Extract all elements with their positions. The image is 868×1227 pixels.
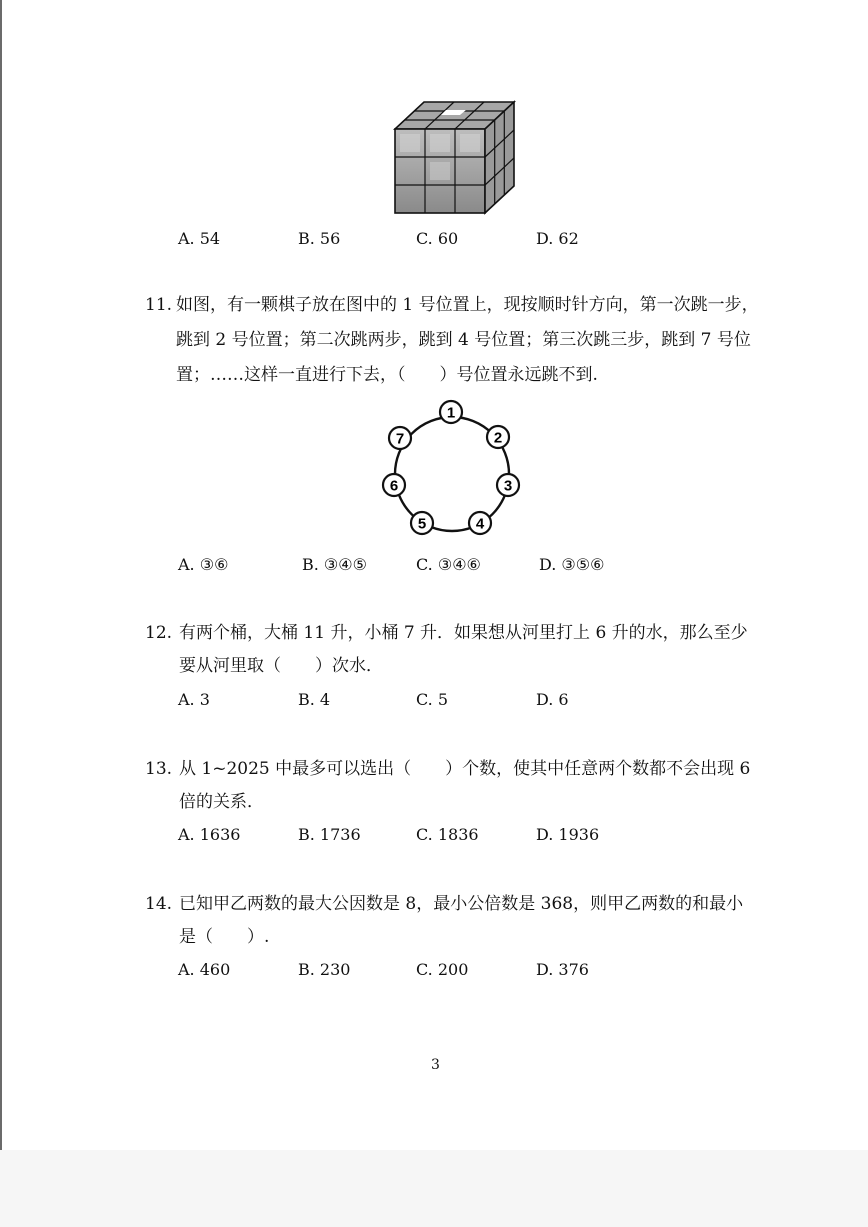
q14-option-a: A. 460 [178, 960, 231, 979]
q12-number: 12. [145, 623, 173, 643]
position-6 [383, 474, 405, 496]
page-bottom-margin [0, 1150, 868, 1227]
q13-option-c: C. 1836 [416, 825, 479, 844]
page-number: 3 [431, 1057, 440, 1073]
q12-option-c: C. 5 [416, 690, 449, 709]
q14-option-c: C. 200 [416, 960, 469, 979]
position-2-label: 2 [493, 429, 503, 447]
q12-option-d: D. 6 [536, 690, 569, 709]
circle-positions-figure [378, 398, 526, 540]
q13-option-d: D. 1936 [536, 825, 600, 844]
q13-option-b: B. 1736 [298, 825, 361, 844]
q13-line-2: 倍的关系． [179, 792, 264, 812]
position-7 [389, 427, 411, 449]
position-2 [487, 426, 509, 448]
q12-line-2: 要从河里取（ ）次水． [179, 656, 383, 676]
q11-option-a: A. ③⑥ [178, 555, 229, 574]
q11-line-3: 置；……这样一直进行下去，（ ）号位置永远跳不到. [176, 365, 598, 385]
position-6-label: 6 [389, 477, 399, 495]
q13-line-1: 从 1~2025 中最多可以选出（ ）个数，使其中任意两个数都不会出现 6 [179, 759, 751, 779]
q10-option-d: D. 62 [536, 229, 579, 248]
q11-line-1: 如图，有一颗棋子放在图中的 1 号位置上，现按顺时针方向，第一次跳一步， [176, 295, 759, 315]
position-7-label: 7 [395, 430, 405, 448]
q10-option-a: A. 54 [178, 229, 221, 248]
q14-line-2: 是（ ）. [179, 927, 270, 947]
q14-number: 14. [145, 894, 173, 914]
cube-figure [388, 98, 518, 216]
q13-option-a: A. 1636 [178, 825, 241, 844]
q11-line-2: 跳到 2 号位置；第二次跳两步，跳到 4 号位置；第三次跳三步，跳到 7 号位 [176, 330, 751, 350]
q11-option-d: D. ③⑤⑥ [539, 555, 605, 574]
q13-number: 13. [145, 759, 173, 779]
q10-option-b: B. 56 [298, 229, 341, 248]
q11-option-c: C. ③④⑥ [416, 555, 481, 574]
position-1-label: 1 [446, 404, 456, 422]
q10-option-c: C. 60 [416, 229, 459, 248]
position-4-label: 4 [475, 515, 485, 533]
q14-option-d: D. 376 [536, 960, 589, 979]
q11-option-b: B. ③④⑤ [302, 555, 367, 574]
position-5-label: 5 [417, 515, 427, 533]
q12-option-a: A. 3 [178, 690, 210, 709]
position-4 [469, 512, 491, 534]
q11-number: 11. [145, 295, 173, 315]
position-3-label: 3 [503, 477, 513, 495]
q14-option-b: B. 230 [298, 960, 351, 979]
position-5 [411, 512, 433, 534]
q14-line-1: 已知甲乙两数的最大公因数是 8，最小公倍数是 368，则甲乙两数的和最小 [179, 894, 744, 914]
position-1 [440, 401, 462, 423]
q12-line-1: 有两个桶，大桶 11 升，小桶 7 升．如果想从河里打上 6 升的水，那么至少 [179, 623, 748, 643]
page-left-edge [0, 0, 2, 1227]
q12-option-b: B. 4 [298, 690, 331, 709]
position-3 [497, 474, 519, 496]
